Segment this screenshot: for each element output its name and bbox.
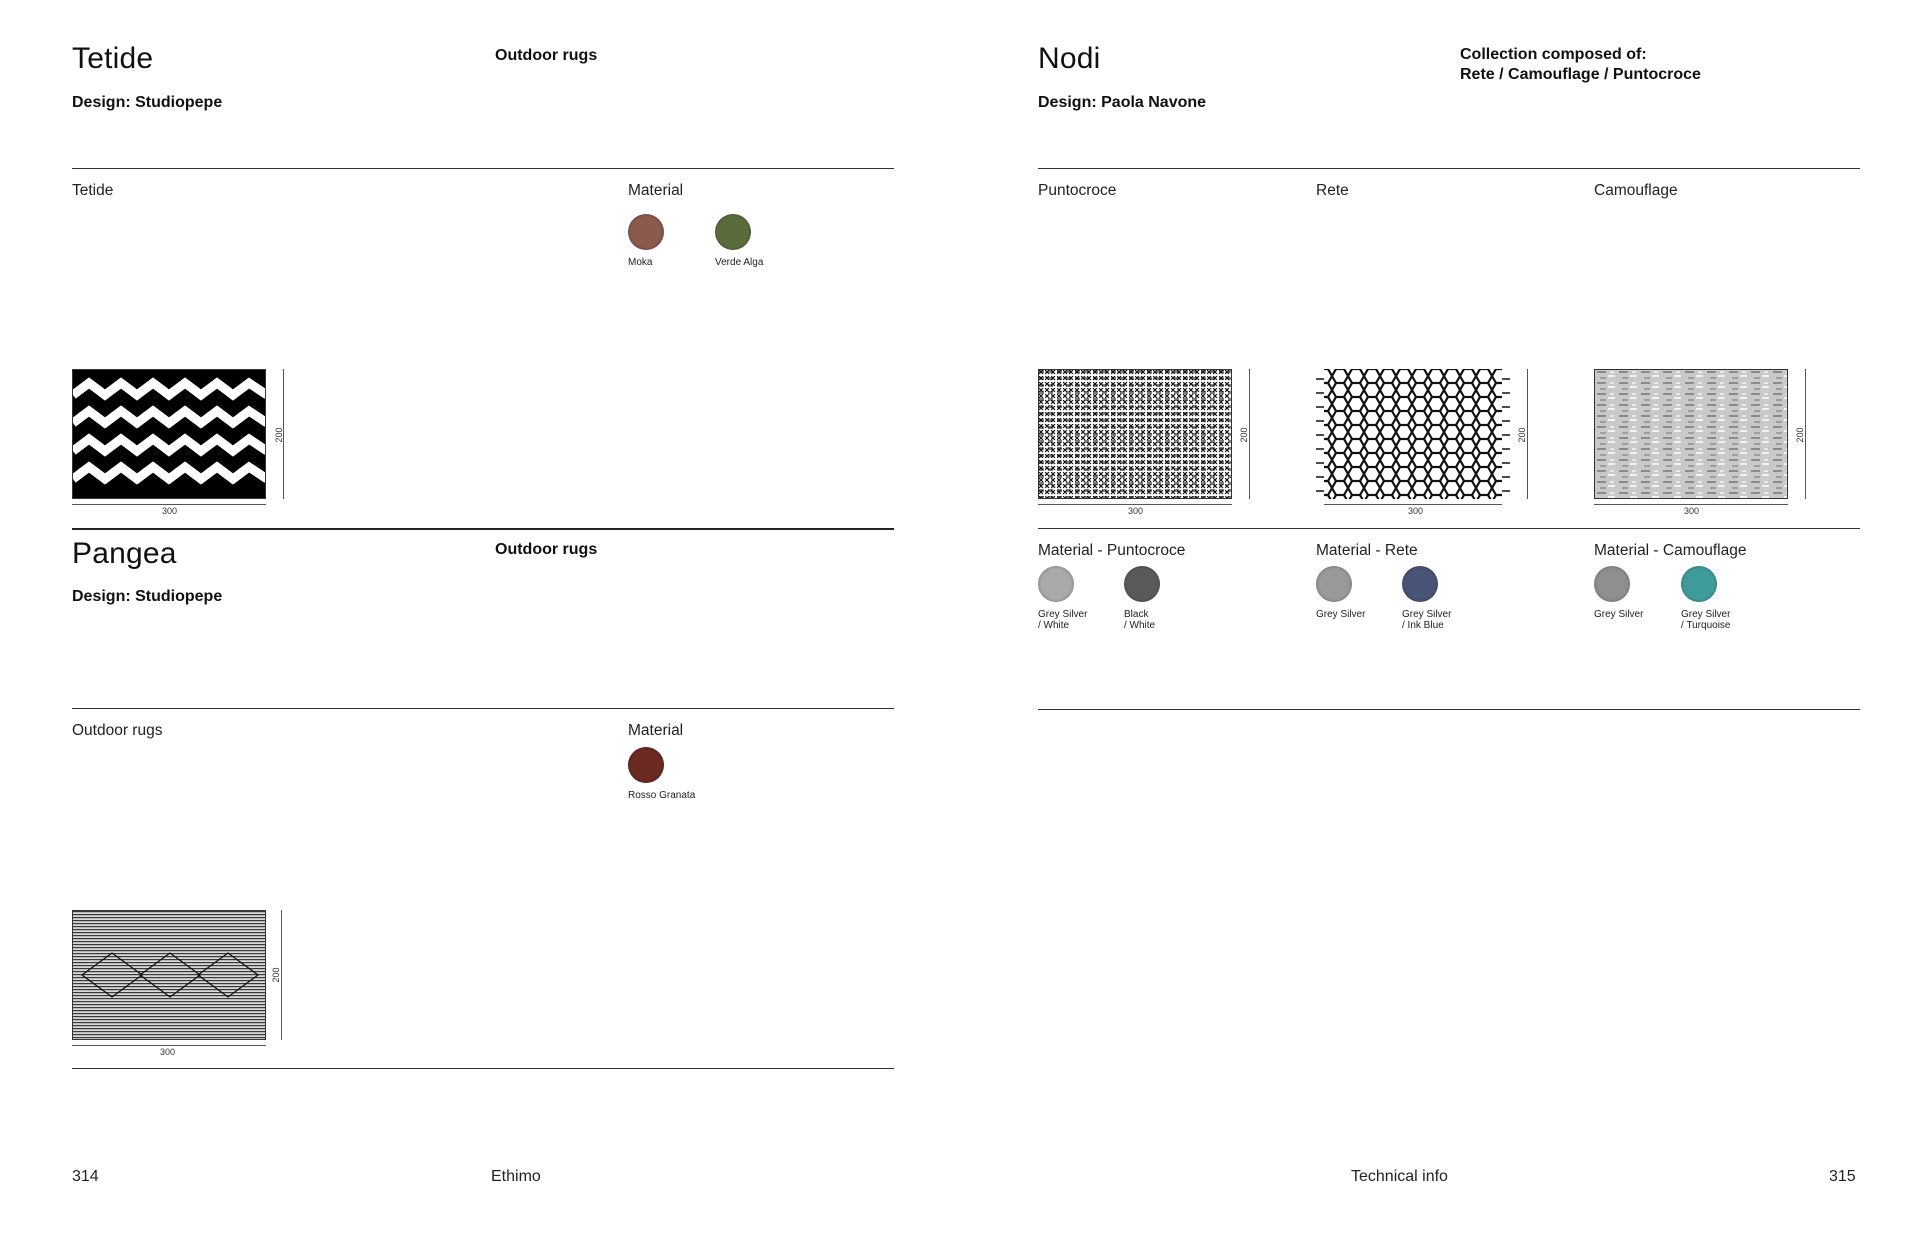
rete-width-dim-line: [1324, 504, 1502, 505]
pangea-swatch-label: Rosso Granata: [628, 790, 696, 801]
nodi-collection-items: Rete / Camouflage / Puntocroce: [1460, 66, 1701, 83]
tetide-designer: Design: Studiopepe: [72, 94, 223, 111]
nodi-collection-heading: Collection composed of:: [1460, 46, 1647, 63]
rete-swatch-label: Grey Silver / Ink Blue: [1402, 609, 1452, 631]
camouflage-width-dim-line: [1594, 504, 1788, 505]
rete-swatch-grey-silver-ink-blue[interactable]: [1402, 566, 1438, 602]
puntocroce-height: 200: [1239, 427, 1249, 443]
right-page-number: 315: [1829, 1168, 1856, 1185]
pangea-rug-drawing: [72, 910, 266, 1040]
tetide-product-label: Tetide: [72, 182, 114, 199]
puntocroce-swatch-black-white[interactable]: [1124, 566, 1160, 602]
nodi-top-divider: [1038, 168, 1860, 169]
material-heading-camouflage: Material - Camouflage: [1594, 542, 1747, 559]
pangea-category: Outdoor rugs: [495, 541, 598, 558]
tetide-width: 300: [162, 506, 178, 516]
rete-rug-drawing: [1316, 369, 1510, 499]
diamond-stripe-pattern: [73, 911, 266, 1040]
pangea-designer: Design: Studiopepe: [72, 588, 223, 605]
puntocroce-width: 300: [1128, 506, 1144, 516]
camouflage-swatch-grey-silver-turquoise[interactable]: [1681, 566, 1717, 602]
pangea-product-label: Outdoor rugs: [72, 722, 163, 739]
camouflage-rug-drawing: [1594, 369, 1788, 499]
tetide-swatch-moka[interactable]: [628, 214, 664, 250]
pangea-bottom-divider: [72, 1068, 894, 1069]
tetide-material-heading: Material: [628, 182, 684, 199]
nodi-designer: Design: Paola Navone: [1038, 94, 1207, 111]
rete-width: 300: [1408, 506, 1424, 516]
puntocroce-width-dim-line: [1038, 504, 1232, 505]
material-heading-puntocroce: Material - Puntocroce: [1038, 542, 1186, 559]
camouflage-pattern: [1595, 370, 1788, 499]
nodi-column-label-camouflage: Camouflage: [1594, 182, 1678, 199]
puntocroce-rug-drawing: [1038, 369, 1232, 499]
pangea-top-divider: [72, 708, 894, 709]
camouflage-swatch-label: Grey Silver: [1594, 609, 1644, 620]
footer-section: Technical info: [1351, 1168, 1448, 1185]
rete-height-dim-line: [1527, 369, 1528, 499]
rete-swatch-grey-silver[interactable]: [1316, 566, 1352, 602]
camouflage-height: 200: [1795, 427, 1805, 443]
nodi-middle-divider: [1038, 528, 1860, 529]
camouflage-height-dim-line: [1805, 369, 1806, 499]
puntocroce-pattern: [1039, 370, 1232, 499]
nodi-title: Nodi: [1038, 42, 1101, 75]
tetide-title: Tetide: [72, 42, 154, 75]
left-page-number: 314: [72, 1168, 99, 1185]
puntocroce-height-dim-line: [1249, 369, 1250, 499]
puntocroce-swatch-label: Grey Silver / White: [1038, 609, 1088, 631]
tetide-swatch-verde-alga[interactable]: [715, 214, 751, 250]
tetide-bottom-divider: [72, 528, 894, 530]
footer-brand: Ethimo: [491, 1168, 541, 1185]
pangea-material-heading: Material: [628, 722, 684, 739]
nodi-column-label-puntocroce: Puntocroce: [1038, 182, 1117, 199]
nodi-column-label-rete: Rete: [1316, 182, 1349, 199]
pangea-swatch-rosso-granata[interactable]: [628, 747, 664, 783]
rete-net-pattern: [1316, 369, 1510, 499]
tetide-width-dim-line: [72, 504, 266, 505]
tetide-swatch-label: Moka: [628, 257, 653, 268]
tetide-rug-drawing: [72, 369, 266, 499]
puntocroce-swatch-label: Black / White: [1124, 609, 1156, 631]
camouflage-width: 300: [1684, 506, 1700, 516]
pangea-title: Pangea: [72, 537, 177, 570]
tetide-top-divider: [72, 168, 894, 169]
material-heading-rete: Material - Rete: [1316, 542, 1418, 559]
zigzag-pattern: [73, 370, 266, 499]
pangea-width: 300: [160, 1047, 176, 1057]
nodi-bottom-divider: [1038, 709, 1860, 710]
camouflage-swatch-label: Grey Silver / Turquoise: [1681, 609, 1731, 631]
rete-height: 200: [1517, 427, 1527, 443]
tetide-height: 200: [274, 427, 284, 443]
pangea-width-dim-line: [72, 1045, 266, 1046]
tetide-swatch-label: Verde Alga: [715, 257, 764, 268]
pangea-height: 200: [271, 967, 281, 983]
camouflage-swatch-grey-silver[interactable]: [1594, 566, 1630, 602]
tetide-category: Outdoor rugs: [495, 47, 598, 64]
pangea-height-dim-line: [281, 910, 282, 1040]
rete-swatch-label: Grey Silver: [1316, 609, 1366, 620]
puntocroce-swatch-grey-silver-white[interactable]: [1038, 566, 1074, 602]
